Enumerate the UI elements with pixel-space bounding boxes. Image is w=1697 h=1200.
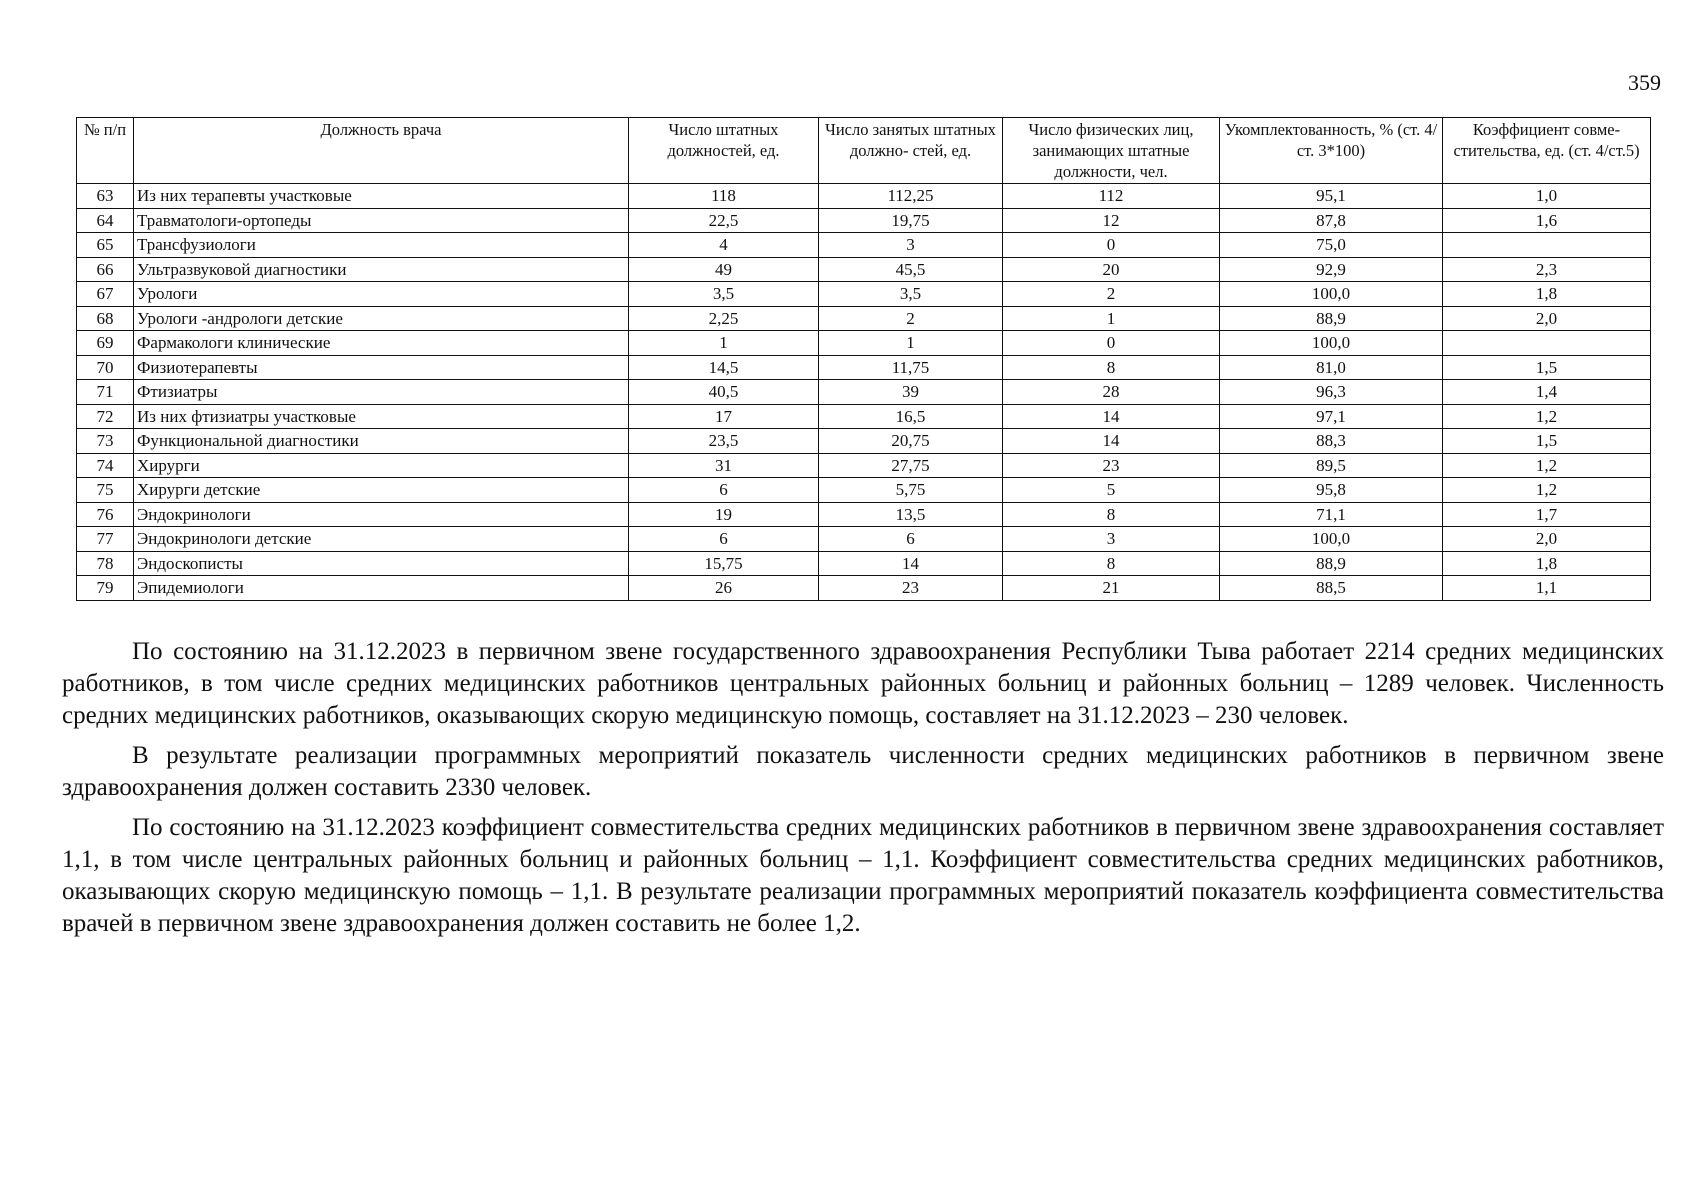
cell-individuals: 12 [1003,208,1220,233]
cell-occupied-positions: 5,75 [819,478,1003,503]
cell-staffing-percent: 100,0 [1220,282,1443,307]
staffing-table [76,117,1651,601]
cell-individuals: 3 [1003,527,1220,552]
cell-position: Эндокринологи детские [134,527,629,552]
cell-coefficient: 2,0 [1443,306,1651,331]
cell-num: 68 [77,306,134,331]
cell-staff-positions: 49 [629,257,819,282]
cell-occupied-positions: 14 [819,551,1003,576]
paragraph: В результате реализации программных мероприятий показатель численности средних медицинских работников в первичном звене здравоохранения должен составить 2330 человек. [62,742,1664,801]
cell-staff-positions: 3,5 [629,282,819,307]
cell-individuals: 14 [1003,404,1220,429]
cell-occupied-positions: 16,5 [819,404,1003,429]
cell-occupied-positions: 3 [819,233,1003,258]
table-row [77,527,1651,552]
cell-individuals: 0 [1003,233,1220,258]
cell-coefficient: 1,0 [1443,184,1651,209]
cell-staff-positions: 15,75 [629,551,819,576]
cell-coefficient: 1,8 [1443,551,1651,576]
table-row [77,453,1651,478]
cell-coefficient: 1,2 [1443,478,1651,503]
cell-coefficient: 1,1 [1443,576,1651,601]
cell-coefficient: 1,2 [1443,453,1651,478]
cell-num: 77 [77,527,134,552]
table-row [77,380,1651,405]
cell-occupied-positions: 2 [819,306,1003,331]
table-row [77,233,1651,258]
cell-individuals: 0 [1003,331,1220,356]
paragraph: По состоянию на 31.12.2023 в первичном звене государственного здравоохранения Республики Тыва работает 2214 средних медицинских работников, в том числе средних медицинских работников центральных районных больниц и районных больниц – 1289 человек. Численность средних медицинских работников, оказывающих скорую медицинскую помощь, составляет на 31.12.2023 – 230 человек. [62,638,1664,729]
cell-position: Урологи [134,282,629,307]
cell-position: Хирурги детские [134,478,629,503]
header-occupied-positions: Число занятых штатных должно- стей, ед. [819,118,1003,184]
cell-coefficient: 1,2 [1443,404,1651,429]
cell-staffing-percent: 100,0 [1220,527,1443,552]
cell-staffing-percent: 92,9 [1220,257,1443,282]
header-position: Должность врача [134,118,629,184]
cell-staffing-percent: 71,1 [1220,502,1443,527]
paragraph: По состоянию на 31.12.2023 коэффициент совместительства средних медицинских работников в первичном звене здравоохранения составляет 1,1, в том числе центральных районных больниц и районных больниц – 1,1. Коэффициент совместительства средних медицинских работников, оказывающих скорую медицинскую помощь – 1,1. В результате реализации программных мероприятий показатель коэффициента совместительства врачей в первичном звене здравоохранения должен составить не более 1,2. [62,814,1664,937]
header-staffing-percent: Укомплектованность, % (ст. 4/ст. 3*100) [1220,118,1443,184]
cell-individuals: 5 [1003,478,1220,503]
cell-staff-positions: 2,25 [629,306,819,331]
cell-coefficient: 1,4 [1443,380,1651,405]
cell-coefficient: 1,8 [1443,282,1651,307]
cell-individuals: 28 [1003,380,1220,405]
cell-individuals: 1 [1003,306,1220,331]
cell-position: Эндоскописты [134,551,629,576]
cell-position: Травматологи-ортопеды [134,208,629,233]
cell-individuals: 23 [1003,453,1220,478]
cell-occupied-positions: 13,5 [819,502,1003,527]
cell-individuals: 8 [1003,355,1220,380]
table-header-row [77,118,1651,184]
cell-num: 66 [77,257,134,282]
page-number: 359 [1628,70,1661,95]
cell-coefficient [1443,331,1651,356]
cell-staffing-percent: 96,3 [1220,380,1443,405]
cell-coefficient: 2,0 [1443,527,1651,552]
cell-coefficient: 1,6 [1443,208,1651,233]
table-row [77,551,1651,576]
cell-num: 63 [77,184,134,209]
cell-staffing-percent: 81,0 [1220,355,1443,380]
table-row [77,404,1651,429]
table-row [77,184,1651,209]
cell-num: 74 [77,453,134,478]
cell-num: 70 [77,355,134,380]
cell-individuals: 20 [1003,257,1220,282]
cell-occupied-positions: 19,75 [819,208,1003,233]
cell-position: Урологи -андрологи детские [134,306,629,331]
cell-occupied-positions: 1 [819,331,1003,356]
cell-staffing-percent: 88,9 [1220,306,1443,331]
body-text [62,636,1664,948]
cell-occupied-positions: 20,75 [819,429,1003,454]
cell-staffing-percent: 75,0 [1220,233,1443,258]
cell-individuals: 2 [1003,282,1220,307]
cell-staff-positions: 6 [629,478,819,503]
cell-coefficient: 1,5 [1443,429,1651,454]
cell-individuals: 14 [1003,429,1220,454]
cell-coefficient [1443,233,1651,258]
table-row [77,257,1651,282]
header-coefficient: Коэффициент совме- стительства, ед. (ст. 4/ст.5) [1443,118,1651,184]
cell-coefficient: 1,5 [1443,355,1651,380]
cell-num: 78 [77,551,134,576]
cell-num: 64 [77,208,134,233]
cell-num: 73 [77,429,134,454]
cell-staffing-percent: 95,1 [1220,184,1443,209]
cell-position: Физиотерапевты [134,355,629,380]
cell-staffing-percent: 88,3 [1220,429,1443,454]
cell-staff-positions: 23,5 [629,429,819,454]
table-row [77,355,1651,380]
header-individuals: Число физических лиц, занимающих штатные должности, чел. [1003,118,1220,184]
cell-staff-positions: 6 [629,527,819,552]
cell-occupied-positions: 39 [819,380,1003,405]
cell-staff-positions: 40,5 [629,380,819,405]
cell-position: Из них фтизиатры участковые [134,404,629,429]
cell-staffing-percent: 95,8 [1220,478,1443,503]
cell-num: 72 [77,404,134,429]
cell-staff-positions: 17 [629,404,819,429]
cell-staff-positions: 1 [629,331,819,356]
table-row [77,282,1651,307]
table-row [77,502,1651,527]
cell-coefficient: 2,3 [1443,257,1651,282]
cell-staff-positions: 14,5 [629,355,819,380]
cell-staffing-percent: 87,8 [1220,208,1443,233]
cell-position: Функциональной диагностики [134,429,629,454]
cell-staffing-percent: 89,5 [1220,453,1443,478]
cell-occupied-positions: 6 [819,527,1003,552]
cell-staff-positions: 22,5 [629,208,819,233]
cell-staff-positions: 118 [629,184,819,209]
cell-individuals: 8 [1003,551,1220,576]
table-body [77,184,1651,601]
cell-staff-positions: 19 [629,502,819,527]
table-row [77,576,1651,601]
cell-individuals: 8 [1003,502,1220,527]
header-num: № п/п [77,118,134,184]
cell-position: Трансфузиологи [134,233,629,258]
cell-staffing-percent: 88,9 [1220,551,1443,576]
cell-num: 65 [77,233,134,258]
cell-position: Фтизиатры [134,380,629,405]
cell-num: 67 [77,282,134,307]
cell-occupied-positions: 112,25 [819,184,1003,209]
table-row [77,306,1651,331]
cell-staff-positions: 31 [629,453,819,478]
table-row [77,478,1651,503]
cell-staffing-percent: 88,5 [1220,576,1443,601]
cell-staffing-percent: 97,1 [1220,404,1443,429]
cell-coefficient: 1,7 [1443,502,1651,527]
cell-occupied-positions: 45,5 [819,257,1003,282]
header-staff-positions: Число штатных должностей, ед. [629,118,819,184]
cell-occupied-positions: 11,75 [819,355,1003,380]
cell-individuals: 21 [1003,576,1220,601]
cell-position: Эндокринологи [134,502,629,527]
cell-occupied-positions: 3,5 [819,282,1003,307]
cell-num: 79 [77,576,134,601]
table-row [77,429,1651,454]
cell-individuals: 112 [1003,184,1220,209]
cell-num: 71 [77,380,134,405]
cell-position: Из них терапевты участковые [134,184,629,209]
cell-occupied-positions: 27,75 [819,453,1003,478]
cell-num: 76 [77,502,134,527]
cell-position: Эпидемиологи [134,576,629,601]
cell-num: 75 [77,478,134,503]
table-row [77,331,1651,356]
cell-staff-positions: 26 [629,576,819,601]
cell-position: Ультразвуковой диагностики [134,257,629,282]
cell-staffing-percent: 100,0 [1220,331,1443,356]
cell-occupied-positions: 23 [819,576,1003,601]
cell-num: 69 [77,331,134,356]
cell-position: Хирурги [134,453,629,478]
cell-position: Фармакологи клинические [134,331,629,356]
cell-staff-positions: 4 [629,233,819,258]
table-row [77,208,1651,233]
